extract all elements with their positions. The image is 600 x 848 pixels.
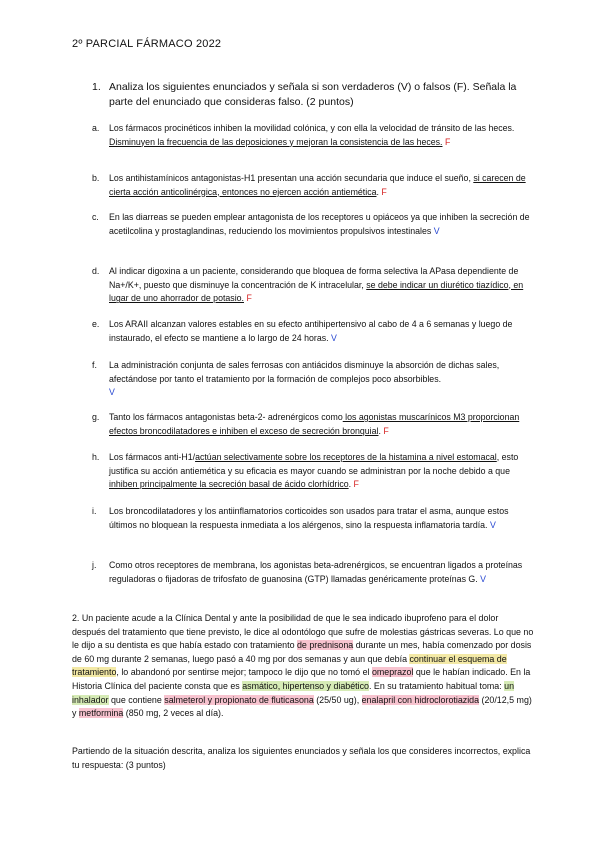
highlight-omeprazol: omeprazol (371, 667, 414, 678)
statement-letter: a. (92, 123, 100, 133)
statement-text: Los broncodilatadores y los antiinflamatorios corticoides son usados para tratar el asma, aunque estos últimos no bloquean la respuesta inmediata a los alérgenos, sino la respuesta inflamatoria tardía. (109, 506, 509, 530)
statement-underlined: los agonistas muscarínicos M3 proporcionan efectos broncodilatadores e inhiben el exceso de secreción bronquial (109, 412, 520, 436)
answer-mark: V (433, 225, 440, 236)
statement-text: Los fármacos anti-H1/ (109, 452, 196, 462)
answer-mark: F (444, 136, 451, 147)
answer-mark: F (383, 425, 389, 436)
statement-letter: d. (92, 266, 100, 276)
statement-text: Al indicar digoxina a un paciente, considerando que bloquea de forma selectiva la APasa dependiente de Na+/K+, puesto que disminuye la concentración de K intracelular, (109, 266, 519, 290)
statement-text: Tanto los fármacos antagonistas beta-2- adrenérgicos como (109, 412, 343, 422)
highlight-metformina: metformina (78, 708, 124, 719)
statement-letter: b. (92, 173, 100, 183)
answer-mark: F (381, 186, 387, 197)
answer-mark: V (109, 387, 115, 398)
statement-letter: h. (92, 452, 100, 462)
statement-underlined: Disminuyen la frecuencia de las deposiciones y mejoran la consistencia de las heces. (109, 136, 443, 147)
statement-underlined-2: inhiben principalmente la secreción basal de ácido clorhídrico (109, 479, 349, 490)
statement-letter: f. (92, 360, 97, 370)
statement-underlined: actúan selectivamente sobre los receptores de la histamina a nivel estomacal (195, 452, 497, 462)
question-2-instruction: Partiendo de la situación descrita, analiza los siguientes enunciados y señala los que consideres incorrectos, explica tu respuesta: (3 puntos) (72, 746, 531, 770)
answer-mark: V (489, 519, 496, 530)
statement-underlined: si carecen de cierta acción anticolinérgica, entonces no ejercen acción antiemética (109, 173, 526, 197)
answer-mark: F (353, 479, 359, 490)
statement-text: En las diarreas se pueden emplear antagonista de los receptores u opiáceos ya que inhiben la secreción de acetilcolina y prostaglandinas, reduciendo los movimientos propulsivos intestinales (109, 212, 530, 236)
statement-letter: e. (92, 319, 100, 329)
statement-underlined: se debe indicar un diurético tiazídico, en lugar de uno ahorrador de potasio. (109, 279, 524, 304)
statement-text: Los fármacos procinéticos inhiben la movilidad colónica, y con ella la velocidad de tránsito de las heces. (109, 123, 515, 133)
statement-text: Los antihistamínicos antagonistas-H1 presentan una acción secundaria que induce el sueño, (109, 173, 474, 183)
statement-text: Los ARAII alcanzan valores estables en su efecto antihipertensivo al cabo de 4 a 6 semanas y luego de instaurado, el efecto se mantiene a lo largo de 24 horas. (109, 319, 513, 343)
answer-mark: V (480, 573, 487, 584)
question-number: 1. (92, 81, 101, 93)
highlight-continuar: continuar el esquema de tratamiento (72, 653, 507, 678)
statement-text: La administración conjunta de sales ferrosas con antiácidos disminuye la absorción de dichas sales, afectándose por tanto el tratamiento por la formación de complejos poco absorbibles. (109, 360, 500, 384)
highlight-inhalador: un inhalador (72, 680, 515, 705)
page-title: 2º PARCIAL FÁRMACO 2022 (72, 38, 222, 50)
highlight-diagnosis: asmático, hipertenso y diabético (242, 680, 369, 691)
statement-text: Como otros receptores de membrana, los agonistas beta-adrenérgicos, se encuentran ligados a proteínas reguladoras o fijadoras de trifosfato de guanosina (GTP) llamadas genéricamente proteínas G. (109, 560, 523, 584)
statement-letter: i. (92, 506, 97, 516)
highlight-enalapril: enalapril con hidroclorotiazida (361, 694, 480, 705)
statement-letter: c. (92, 212, 99, 222)
highlight-salmeterol: salmeterol y propionato de fluticasona (164, 694, 314, 705)
question-text: Analiza los siguientes enunciados y señala si son verdaderos (V) o falsos (F). Señala la parte del enunciado que consideras falso. (2 puntos) (109, 81, 517, 108)
question-2-case: 2. Un paciente acude a la Clínica Dental y ante la posibilidad de que le sea indicado ibuprofeno para el dolor después del tratamiento que tiene previsto, le dice al odontólogo que sufre de molestias gástricas severas. Lo que no le dijo a su dentista es que había estado con tratamiento de prednisona durante un mes, había comenzado por dosis de 60 mg durante 2 semanas, luego pasó a 40 mg por dos semanas y aun que debía continuar el esquema de tratamiento, lo abandonó por sentirse mejor; tampoco le dijo que no tomó el omeprazol que le habían indicado. En la Historia Clínica del paciente consta que es asmático, hipertenso y diabético. En su tratamiento habitual toma: un inhalador que contiene salmeterol y propionato de fluticasona (25/50 ug), enalapril con hidroclorotiazida (20/12,5 mg) y metformina (850 mg, 2 veces al día). (72, 613, 534, 719)
statement-letter: j. (92, 560, 97, 570)
answer-mark: F (246, 293, 252, 304)
statement-letter: g. (92, 412, 100, 422)
answer-mark: V (331, 332, 337, 343)
highlight-prednisona: de prednisona (296, 640, 354, 651)
